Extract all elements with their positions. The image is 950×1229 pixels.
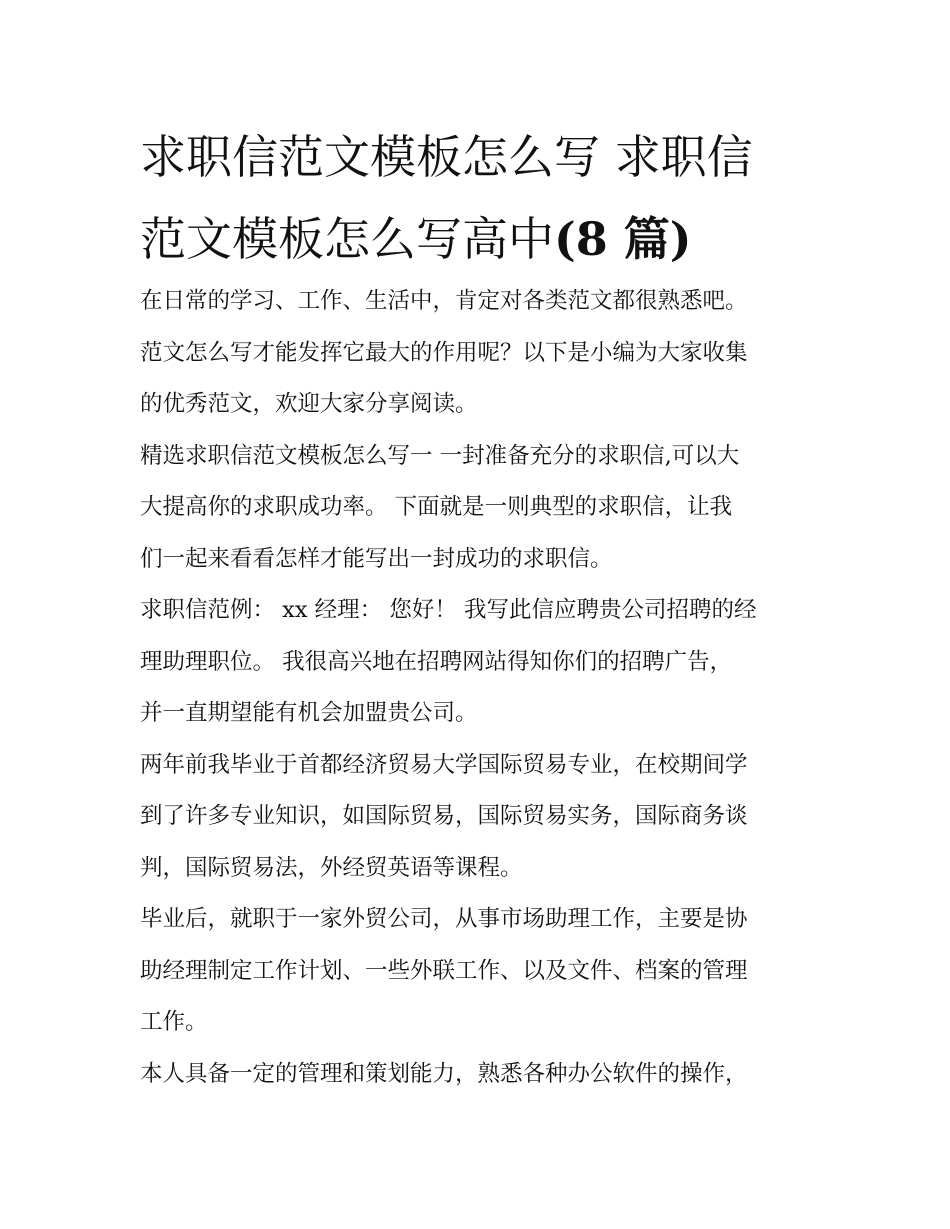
text-line: 并一直期望能有机会加盟贵公司。: [140, 700, 478, 726]
title-suffix: (8 篇): [554, 212, 692, 266]
text-line: 求职信范例： xx 经理： 您好！ 我写此信应聘贵公司招聘的经: [140, 597, 757, 623]
document-body: [140, 276, 830, 1100]
text-line: 范文怎么写才能发挥它最大的作用呢？以下是小编为大家收集: [140, 339, 748, 366]
text-line: 们一起来看看怎样才能写出一封成功的求职信。: [140, 545, 613, 572]
text-line: 判，国际贸易法，外经贸英语等课程。: [140, 854, 523, 881]
text-line: 的优秀范文，欢迎大家分享阅读。: [140, 391, 478, 417]
text-line: 在日常的学习、工作、生活中，肯定对各类范文都很熟悉吧。: [140, 288, 748, 314]
text-line: 本人具备一定的管理和策划能力，熟悉各种办公软件的操作，: [140, 1060, 748, 1087]
title-line-2: 范文模板怎么写高中: [140, 212, 554, 266]
document-title: [140, 116, 830, 280]
text-line: 两年前我毕业于首都经济贸易大学国际贸易专业，在校期间学: [140, 751, 748, 778]
text-line: 大提高你的求职成功率。 下面就是一则典型的求职信，让我: [140, 494, 733, 520]
title-line-1: 求职信范文模板怎么写 求职信: [140, 130, 753, 184]
text-line: 工作。: [140, 1009, 208, 1035]
text-line: 精选求职信范文模板怎么写一 一封准备充分的求职信,可以大: [140, 442, 740, 469]
text-line: 到了许多专业知识，如国际贸易，国际贸易实务，国际商务谈: [140, 803, 748, 829]
text-line: 毕业后，就职于一家外贸公司，从事市场助理工作，主要是协: [140, 906, 748, 932]
text-line: 助经理制定工作计划、一些外联工作、以及文件、档案的管理: [140, 957, 748, 984]
text-line: 理助理职位。 我很高兴地在招聘网站得知你们的招聘广告，: [140, 648, 733, 675]
